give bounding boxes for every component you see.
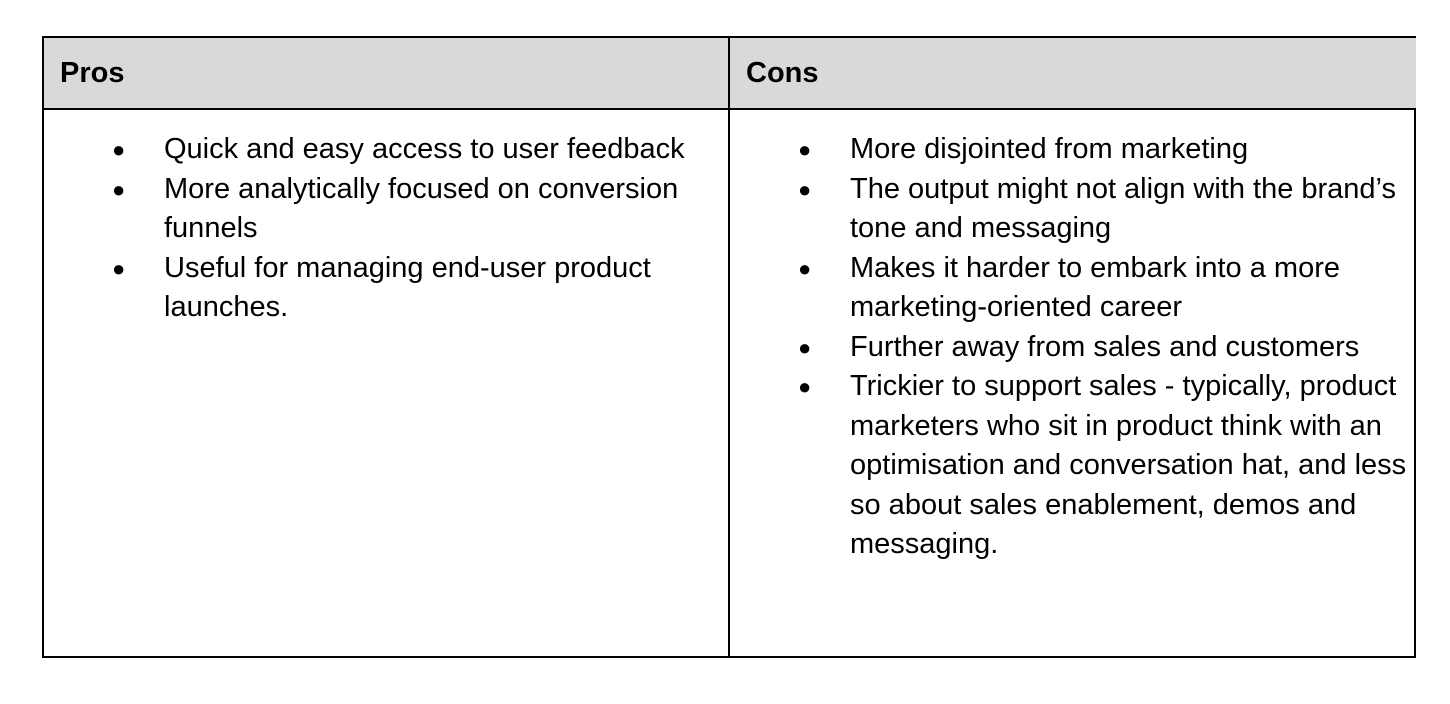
bullet-icon: ●: [798, 334, 812, 360]
bullet-icon: ●: [112, 255, 126, 281]
list-item: [730, 249, 1408, 328]
list-item: [44, 130, 720, 170]
bullet-icon: ●: [798, 176, 812, 202]
list-item: [44, 249, 720, 328]
list-item: [730, 130, 1408, 170]
list-item: [44, 170, 720, 249]
pros-header: Pros: [44, 38, 730, 110]
list-item-text: More analytically focused on conversion funnels: [164, 172, 679, 244]
list-item: [730, 367, 1408, 565]
bullet-icon: ●: [798, 374, 812, 399]
cons-header: Cons: [730, 38, 1416, 110]
list-item-text: More disjointed from marketing: [850, 133, 1249, 165]
pros-cons-table: [42, 36, 1416, 658]
cons-cell: [730, 110, 1416, 656]
bullet-icon: ●: [798, 137, 812, 162]
pros-cell: [44, 110, 730, 656]
list-item-text: Trickier to support sales - typically, product marketers who sit in product think with an optimisation and conversation hat, and less so about sales enablement, demos and messaging.: [850, 370, 1407, 560]
list-item-text: Makes it harder to embark into a more marketing-oriented career: [850, 251, 1340, 323]
list-item-text: Useful for managing end-user product launches.: [164, 251, 651, 323]
list-item: [730, 170, 1408, 249]
bullet-icon: ●: [112, 176, 126, 202]
bullet-icon: ●: [112, 137, 126, 162]
bullet-icon: ●: [798, 255, 812, 281]
list-item-text: The output might not align with the brand’s tone and messaging: [850, 172, 1396, 244]
cons-list: [730, 110, 1416, 565]
list-item-text: Quick and easy access to user feedback: [164, 133, 685, 165]
list-item: [730, 328, 1408, 368]
pros-list: [44, 110, 728, 328]
list-item-text: Further away from sales and customers: [850, 330, 1360, 363]
